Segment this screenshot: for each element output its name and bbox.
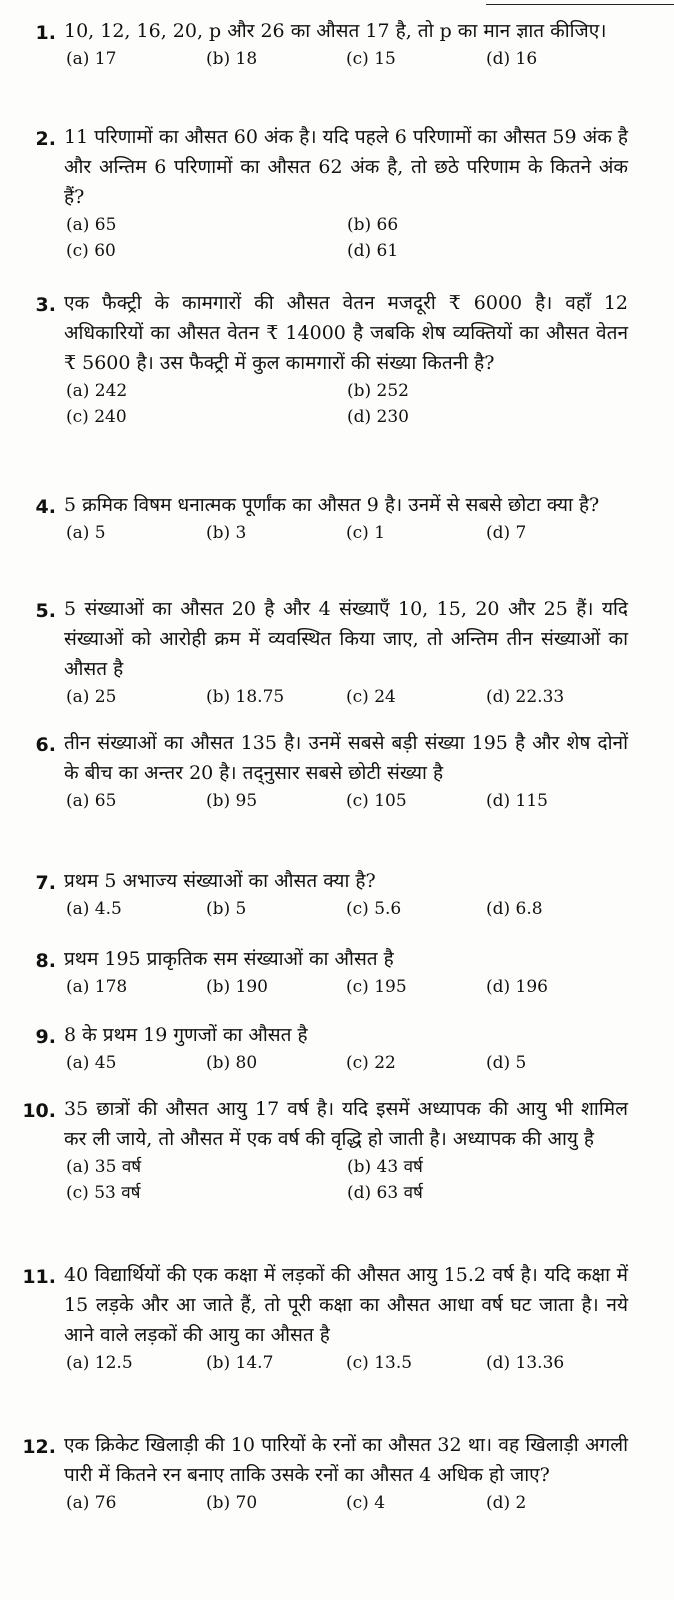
option-c: (c) 24	[346, 687, 396, 707]
question-10	[12, 1094, 628, 1206]
option-d: (d) 7	[486, 523, 527, 543]
option-c: (c) 4	[346, 1493, 386, 1513]
option-c: (c) 105	[346, 791, 407, 811]
options	[66, 896, 628, 922]
question-number: 6.	[35, 734, 56, 756]
option-b: (b) 5	[206, 899, 247, 919]
question-3	[12, 288, 628, 430]
option-a: (a) 242	[66, 381, 128, 401]
question-text: 5 क्रमिक विषम धनात्मक पूर्णांक का औसत 9 है। उनमें से सबसे छोटा क्या है?	[64, 494, 600, 516]
option-c: (c) 1	[346, 523, 386, 543]
question-text: एक क्रिकेट खिलाड़ी की 10 पारियों के रनों का औसत 32 था। वह खिलाड़ी अगली पारी में कितने रन बनाए ताकि उसके रनों का औसत 4 अधिक हो जाए?	[64, 1434, 628, 1486]
question-number: 1.	[35, 22, 56, 44]
question-number: 5.	[35, 600, 56, 622]
option-c: (c) 240	[66, 407, 127, 427]
question-text: एक फैक्ट्री के कामगारों की औसत वेतन मजदूरी ₹ 6000 है। वहाँ 12 अधिकारियों का औसत वेतन ₹ 14000 है जबकि शेष व्यक्तियों का औसत वेतन ₹ 5600 है। उस फैक्ट्री में कुल कामगारों की संख्या कितनी है?	[64, 292, 628, 374]
option-a: (a) 4.5	[66, 899, 122, 919]
option-c: (c) 15	[346, 49, 396, 69]
option-c: (c) 22	[346, 1053, 396, 1073]
option-b: (b) 252	[347, 381, 409, 401]
question-text: 5 संख्याओं का औसत 20 है और 4 संख्याएँ 10, 15, 20 और 25 हैं। यदि संख्याओं को आरोही क्रम में व्यवस्थित किया जाए, तो अन्तिम तीन संख्याओं का औसत है	[64, 598, 628, 680]
option-d: (d) 13.36	[486, 1353, 565, 1373]
question-number: 3.	[35, 294, 56, 316]
option-a: (a) 65	[66, 791, 117, 811]
question-1	[12, 16, 628, 72]
question-text: प्रथम 5 अभाज्य संख्याओं का औसत क्या है?	[64, 870, 376, 892]
option-b: (b) 18.75	[206, 687, 285, 707]
question-text: 11 परिणामों का औसत 60 अंक है। यदि पहले 6 परिणामों का औसत 59 अंक है और अन्तिम 6 परिणामों का औसत 62 अंक है, तो छठे परिणाम के कितने अंक हैं?	[64, 126, 628, 208]
header-rule	[486, 0, 674, 5]
options	[66, 684, 628, 710]
option-d: (d) 115	[486, 791, 548, 811]
option-d: (d) 22.33	[486, 687, 565, 707]
option-a: (a) 35 वर्ष	[66, 1157, 142, 1177]
question-8	[12, 944, 628, 1000]
option-d: (d) 6.8	[486, 899, 543, 919]
options	[66, 974, 628, 1000]
option-d: (d) 2	[486, 1493, 527, 1513]
option-d: (d) 16	[486, 49, 538, 69]
option-b: (b) 80	[206, 1053, 258, 1073]
option-b: (b) 190	[206, 977, 268, 997]
question-7	[12, 866, 628, 922]
question-number: 11.	[22, 1266, 56, 1288]
option-c: (c) 5.6	[346, 899, 402, 919]
question-number: 2.	[35, 128, 56, 150]
option-c: (c) 60	[66, 241, 116, 261]
option-d: (d) 61	[347, 241, 399, 261]
option-a: (a) 178	[66, 977, 128, 997]
options	[66, 46, 628, 72]
question-11	[12, 1260, 628, 1376]
options	[66, 378, 628, 430]
question-text: तीन संख्याओं का औसत 135 है। उनमें सबसे बड़ी संख्या 195 है और शेष दोनों के बीच का अन्तर 20 है। तद्नुसार सबसे छोटी संख्या है	[64, 732, 628, 784]
question-number: 8.	[35, 950, 56, 972]
question-6	[12, 728, 628, 814]
option-c: (c) 195	[346, 977, 407, 997]
question-2	[12, 122, 628, 264]
question-text: प्रथम 195 प्राकृतिक सम संख्याओं का औसत है	[64, 948, 394, 970]
option-c: (c) 53 वर्ष	[66, 1183, 141, 1203]
option-b: (b) 3	[206, 523, 247, 543]
options	[66, 1050, 628, 1076]
options	[66, 1490, 628, 1516]
question-number: 7.	[35, 872, 56, 894]
option-b: (b) 95	[206, 791, 258, 811]
question-number: 9.	[35, 1026, 56, 1048]
option-b: (b) 43 वर्ष	[347, 1157, 423, 1177]
option-a: (a) 65	[66, 215, 117, 235]
question-number: 4.	[35, 496, 56, 518]
option-d: (d) 196	[486, 977, 548, 997]
option-d: (d) 5	[486, 1053, 527, 1073]
option-b: (b) 66	[347, 215, 399, 235]
options	[66, 788, 628, 814]
question-5	[12, 594, 628, 710]
option-d: (d) 63 वर्ष	[347, 1183, 423, 1203]
options	[66, 212, 628, 264]
option-c: (c) 13.5	[346, 1353, 413, 1373]
question-12	[12, 1430, 628, 1516]
question-text: 40 विद्यार्थियों की एक कक्षा में लड़कों की औसत आयु 15.2 वर्ष है। यदि कक्षा में 15 लड़के और आ जाते हैं, तो पूरी कक्षा का औसत आधा वर्ष घट जाता है। नये आने वाले लड़कों की आयु का औसत है	[64, 1264, 628, 1346]
question-text: 8 के प्रथम 19 गुणजों का औसत है	[64, 1024, 308, 1046]
option-d: (d) 230	[347, 407, 409, 427]
question-text: 35 छात्रों की औसत आयु 17 वर्ष है। यदि इसमें अध्यापक की आयु भी शामिल कर ली जाये, तो औसत में एक वर्ष की वृद्धि हो जाती है। अध्यापक की आयु है	[64, 1098, 628, 1150]
option-b: (b) 18	[206, 49, 258, 69]
options	[66, 1350, 628, 1376]
question-number: 10.	[22, 1100, 56, 1122]
option-a: (a) 12.5	[66, 1353, 133, 1373]
option-a: (a) 25	[66, 687, 117, 707]
options	[66, 1154, 628, 1206]
option-a: (a) 45	[66, 1053, 117, 1073]
option-a: (a) 17	[66, 49, 117, 69]
option-b: (b) 70	[206, 1493, 258, 1513]
question-number: 12.	[22, 1436, 56, 1458]
question-text: 10, 12, 16, 20, p और 26 का औसत 17 है, तो p का मान ज्ञात कीजिए।	[64, 20, 607, 42]
option-b: (b) 14.7	[206, 1353, 274, 1373]
option-a: (a) 5	[66, 523, 106, 543]
options	[66, 520, 628, 546]
question-9	[12, 1020, 628, 1076]
option-a: (a) 76	[66, 1493, 117, 1513]
question-4	[12, 490, 628, 546]
